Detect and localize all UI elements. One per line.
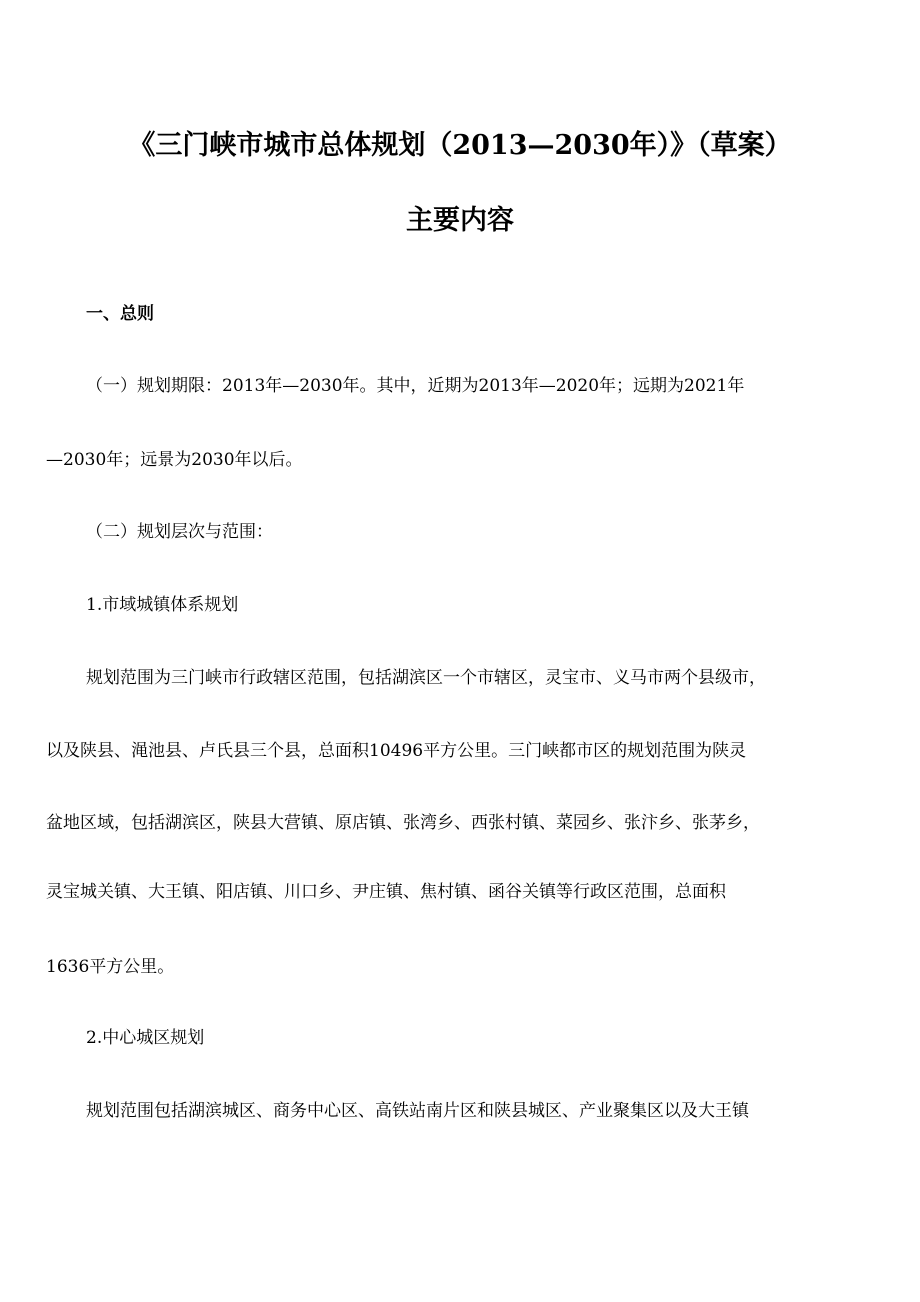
paragraph-line: 1636平方公里。	[46, 957, 175, 977]
document-subtitle: 主要内容	[406, 205, 514, 236]
planning-period-line-1: （一）规划期限：2013年—2030年。其中，近期为2013年—2020年；远期为2021年	[86, 376, 745, 396]
paragraph-line: 盆地区域，包括湖滨区，陕县大营镇、原店镇、张湾乡、西张村镇、菜园乡、张汴乡、张茅乡，	[46, 813, 760, 833]
paragraph-line: 以及陕县、渑池县、卢氏县三个县，总面积10496平方公里。三门峡都市区的规划范围为陕灵	[46, 741, 747, 761]
planning-scope-heading: （二）规划层次与范围：	[86, 522, 273, 542]
paragraph-line: 规划范围包括湖滨城区、商务中心区、高铁站南片区和陕县城区、产业聚集区以及大王镇	[86, 1101, 749, 1121]
document-title: 《三门峡市城市总体规划（2013—2030年）》（草案）	[128, 130, 792, 161]
central-urban-heading: 2.中心城区规划	[86, 1028, 205, 1048]
paragraph-line: 灵宝城关镇、大王镇、阳店镇、川口乡、尹庄镇、焦村镇、函谷关镇等行政区范围，总面积	[46, 882, 726, 902]
paragraph-line: 规划范围为三门峡市行政辖区范围，包括湖滨区一个市辖区，灵宝市、义马市两个县级市，	[86, 668, 766, 688]
planning-period-line-2: —2030年；远景为2030年以后。	[46, 450, 303, 470]
section-heading-general: 一、总则	[86, 304, 154, 324]
city-town-system-heading: 1.市域城镇体系规划	[86, 595, 239, 615]
